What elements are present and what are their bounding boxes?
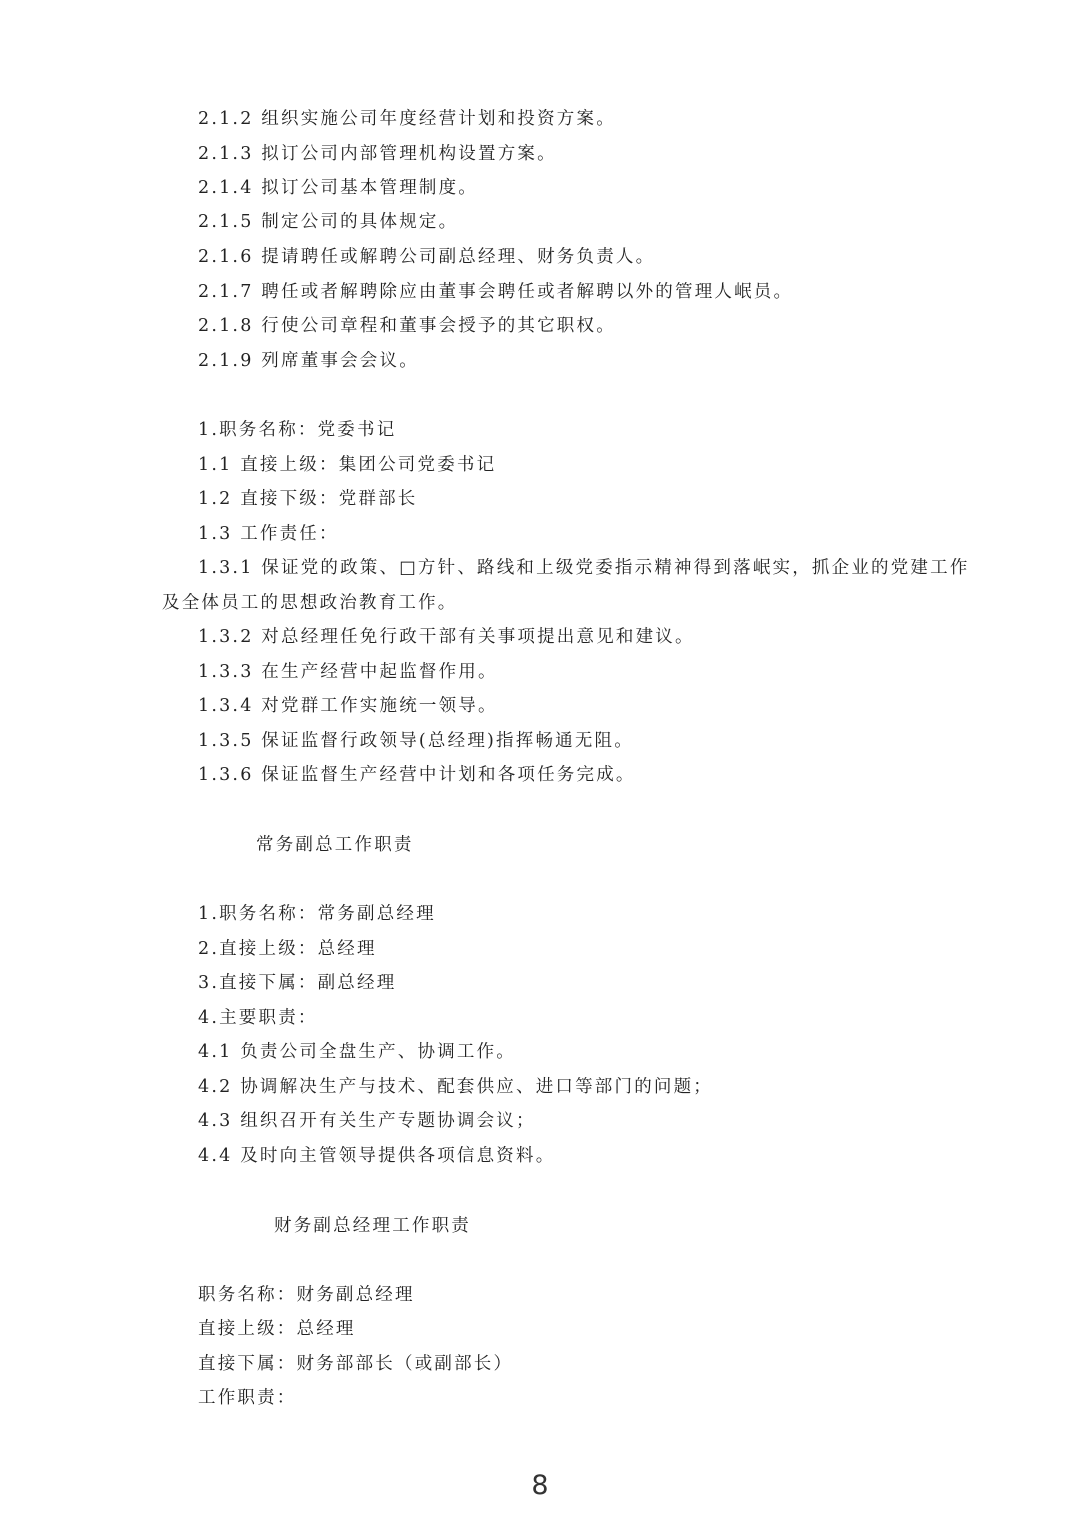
text-line: 1.3.4 对党群工作实施统一领导。: [198, 696, 498, 716]
text-line: 4.主要职责：: [198, 1008, 318, 1028]
text-line: 1.2 直接下级：党群部长: [198, 489, 418, 509]
text-line: 3.直接下属：副总经理: [198, 973, 397, 993]
text-line: 工作职责：: [198, 1388, 297, 1408]
text-line: 直接上级：总经理: [198, 1319, 356, 1339]
page-number: 8: [531, 1470, 549, 1501]
text-line: 2.1.3 拟订公司内部管理机构设置方案。: [198, 144, 557, 164]
text-line: 1.3.2 对总经理任免行政干部有关事项提出意见和建议。: [198, 627, 695, 647]
text-line: 1.3.6 保证监督生产经营中计划和各项任务完成。: [198, 765, 636, 785]
text-line: 直接下属：财务部部长（或副部长）: [198, 1354, 514, 1374]
text-line: 2.1.9 列席董事会会议。: [198, 351, 419, 371]
text-line: 2.1.8 行使公司章程和董事会授予的其它职权。: [198, 316, 616, 336]
text-line: 1.3 工作责任：: [198, 524, 339, 544]
text-line: 及全体员工的思想政治教育工作。: [162, 593, 458, 613]
text-line: 4.1 负责公司全盘生产、协调工作。: [198, 1042, 516, 1062]
text-line: 1.3.1 保证党的政策、□方针、路线和上级党委指示精神得到落岷实，抓企业的党建工作: [198, 558, 970, 578]
text-line: 4.2 协调解决生产与技术、配套供应、进口等部门的问题；: [198, 1077, 713, 1097]
text-line: 1.3.3 在生产经营中起监督作用。: [198, 662, 498, 682]
text-line: 1.职务名称：党委书记: [198, 420, 397, 440]
text-line: 2.1.2 组织实施公司年度经营计划和投资方案。: [198, 109, 616, 129]
text-line: 2.1.4 拟订公司基本管理制度。: [198, 178, 478, 198]
section-title: 财务副总经理工作职责: [274, 1216, 471, 1236]
text-line: 2.1.7 聘任或者解聘除应由董事会聘任或者解聘以外的管理人岷员。: [198, 282, 794, 302]
text-line: 4.3 组织召开有关生产专题协调会议；: [198, 1111, 536, 1131]
text-line: 2.1.6 提请聘任或解聘公司副总经理、财务负责人。: [198, 247, 656, 267]
section-title: 常务副总工作职责: [256, 835, 414, 855]
text-line: 4.4 及时向主管领导提供各项信息资料。: [198, 1146, 556, 1166]
text-line: 职务名称：财务副总经理: [198, 1285, 415, 1305]
text-line: 2.直接上级：总经理: [198, 939, 377, 959]
text-line: 2.1.5 制定公司的具体规定。: [198, 212, 459, 232]
text-line: 1.1 直接上级：集团公司党委书记: [198, 455, 497, 475]
text-line: 1.职务名称：常务副总经理: [198, 904, 436, 924]
text-line: 1.3.5 保证监督行政领导(总经理)指挥畅通无阻。: [198, 731, 634, 751]
